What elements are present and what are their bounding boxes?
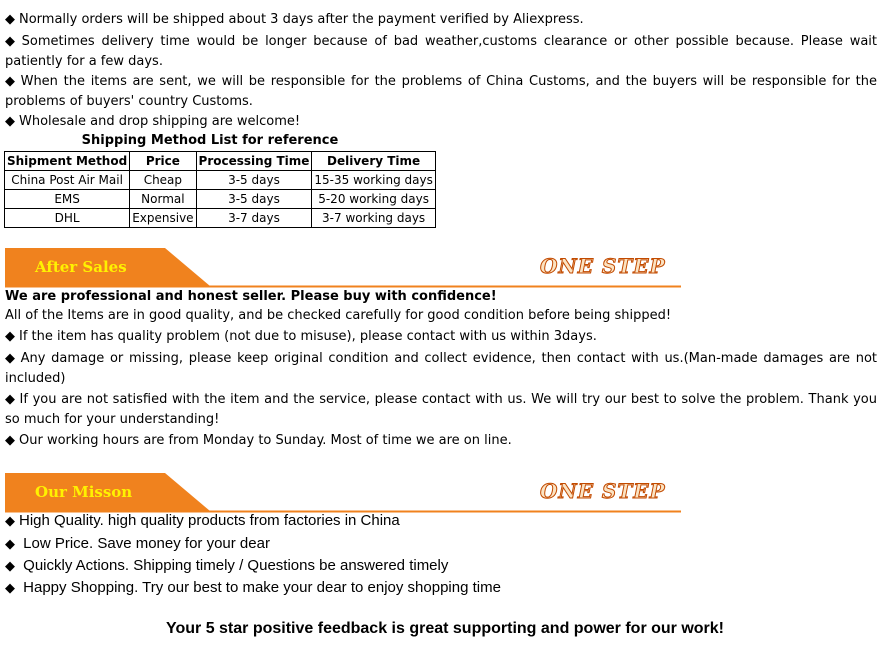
- table-header: Processing Time: [196, 152, 312, 171]
- table-row: [5, 171, 436, 190]
- after-sales-title: After Sales: [35, 258, 127, 276]
- table-row: [5, 209, 436, 228]
- after-sales-intro: All of the Items are in good quality, and be checked carefully for good condition before being shipped!: [5, 308, 672, 323]
- table-cell: 5-20 working days: [312, 190, 435, 209]
- table-cell: 15-35 working days: [312, 171, 435, 190]
- mission-banner: [5, 473, 681, 513]
- diamond-bullet-icon: ◆: [5, 12, 15, 27]
- after-sales-item: ◆ If you are not satisfied with the item and the service, please contact with us. We will try our best to solve the problem. Thank you so much for your understanding!: [5, 392, 877, 427]
- diamond-bullet-icon: ◆: [5, 351, 17, 366]
- mission-item: ◆ Low Price. Save money for your dear: [5, 535, 270, 552]
- one-step-logo: ONE STEP: [540, 479, 666, 503]
- table-header: Price: [130, 152, 196, 171]
- mission-item: ◆ Happy Shopping. Try our best to make your dear to enjoy shopping time: [5, 579, 501, 596]
- table-title: Shipping Method List for reference: [81, 133, 339, 148]
- mission-item: ◆ High Quality. high quality products from factories in China: [5, 512, 400, 529]
- table-cell: 3-7 working days: [312, 209, 435, 228]
- table-cell: Normal: [130, 190, 196, 209]
- diamond-bullet-icon: ◆: [5, 329, 15, 344]
- table-row: [5, 190, 436, 209]
- diamond-bullet-icon: ◆: [5, 34, 18, 49]
- diamond-bullet-icon: ◆: [5, 74, 17, 89]
- table-header: Shipment Method: [5, 152, 130, 171]
- diamond-bullet-icon: ◆: [5, 536, 15, 551]
- after-sales-headline: We are professional and honest seller. Please buy with confidence!: [5, 289, 497, 304]
- table-cell: 3-5 days: [196, 190, 312, 209]
- diamond-bullet-icon: ◆: [5, 558, 15, 573]
- after-sales-item: ◆ Our working hours are from Monday to Sunday. Most of time we are on line.: [5, 433, 512, 448]
- shipping-note: ◆ Sometimes delivery time would be longer because of bad weather,customs clearance or other possible because. Please wait patiently for a few days.: [5, 34, 878, 69]
- diamond-bullet-icon: ◆: [5, 513, 15, 528]
- table-header-row: [5, 152, 436, 171]
- shipping-note: ◆ Wholesale and drop shipping are welcome!: [5, 114, 301, 129]
- table-cell: China Post Air Mail: [5, 171, 130, 190]
- table-cell: 3-7 days: [196, 209, 312, 228]
- table-cell: Expensive: [130, 209, 196, 228]
- diamond-bullet-icon: ◆: [5, 392, 16, 407]
- table-cell: EMS: [5, 190, 130, 209]
- after-sales-item: ◆ If the item has quality problem (not due to misuse), please contact with us within 3days.: [5, 329, 597, 344]
- diamond-bullet-icon: ◆: [5, 580, 15, 595]
- shipping-note: ◆ When the items are sent, we will be responsible for the problems of China Customs, and the buyers will be responsible for the problems of buyers' country Customs.: [5, 74, 878, 109]
- diamond-bullet-icon: ◆: [5, 433, 15, 448]
- after-sales-item: ◆ Any damage or missing, please keep original condition and collect evidence, then contact with us.(Man-made damages are not included): [5, 351, 877, 386]
- diamond-bullet-icon: ◆: [5, 114, 15, 129]
- after-sales-banner: [5, 248, 681, 288]
- mission-title: Our Misson: [35, 483, 133, 501]
- shipping-table: [4, 151, 436, 228]
- table-cell: Cheap: [130, 171, 196, 190]
- table-cell: 3-5 days: [196, 171, 312, 190]
- table-header: Delivery Time: [312, 152, 435, 171]
- table-cell: DHL: [5, 209, 130, 228]
- feedback-footer: Your 5 star positive feedback is great supporting and power for our work!: [165, 620, 725, 637]
- mission-item: ◆ Quickly Actions. Shipping timely / Questions be answered timely: [5, 557, 449, 574]
- shipping-note: ◆ Normally orders will be shipped about 3 days after the payment verified by Aliexpress.: [5, 12, 584, 27]
- one-step-logo: ONE STEP: [540, 254, 666, 278]
